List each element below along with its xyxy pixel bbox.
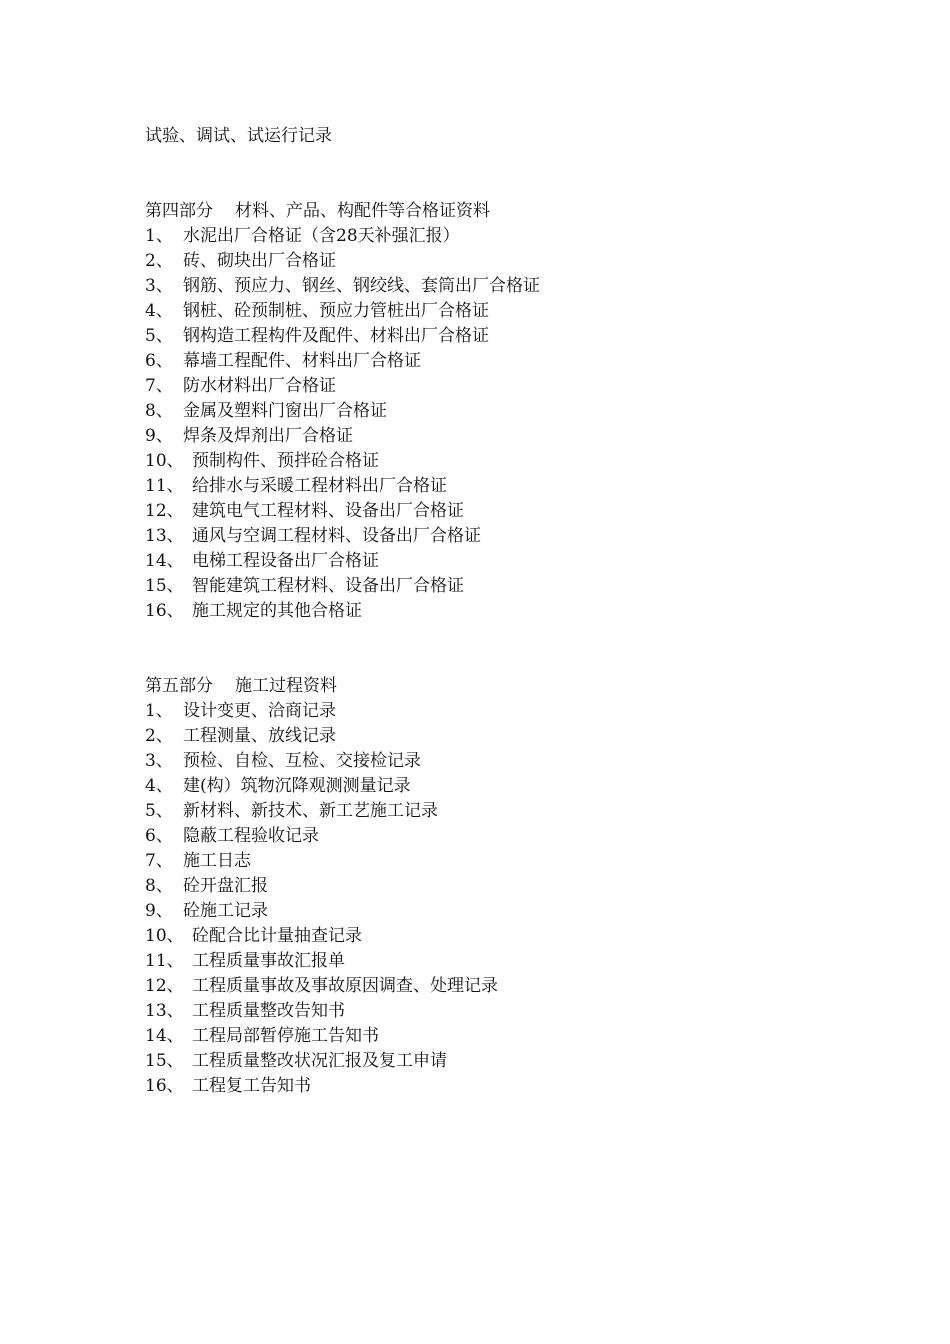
item-text: 焊条及焊剂出厂合格证 [183,426,353,446]
list-item [145,299,540,324]
list-item [145,999,540,1024]
item-number: 12、 [145,501,184,521]
list-item [145,699,540,724]
item-number: 15、 [145,576,184,596]
item-number: 1、 [145,701,173,721]
list-item [145,274,540,299]
item-number: 10、 [145,451,184,471]
item-text: 设计变更、洽商记录 [183,701,336,721]
item-text: 预制构件、预拌砼合格证 [192,451,379,471]
section4-title: 材料、产品、构配件等合格证资料 [235,201,490,221]
item-number: 11、 [145,951,184,971]
item-text: 钢构造工程构件及配件、材料出厂合格证 [183,326,489,346]
item-text: 建(构）筑物沉降观测测量记录 [183,776,411,796]
list-item [145,874,540,899]
item-number: 1、 [145,226,173,246]
list-item [145,574,540,599]
section4-part: 第四部分 [145,201,213,221]
item-text: 隐蔽工程验收记录 [183,826,319,846]
item-text: 建筑电气工程材料、设备出厂合格证 [192,501,464,521]
list-item [145,949,540,974]
section5-list [145,699,540,1099]
item-number: 8、 [145,876,173,896]
list-item [145,324,540,349]
item-text: 工程质量事故汇报单 [192,951,345,971]
item-number: 9、 [145,426,173,446]
item-number: 12、 [145,976,184,996]
item-number: 4、 [145,776,173,796]
item-number: 2、 [145,726,173,746]
list-item [145,924,540,949]
spacer [145,149,540,199]
item-number: 5、 [145,801,173,821]
list-item [145,974,540,999]
list-item [145,1049,540,1074]
item-text: 工程质量整改状况汇报及复工申请 [192,1051,447,1071]
item-number: 16、 [145,1076,184,1096]
item-text: 工程质量事故及事故原因调查、处理记录 [192,976,498,996]
list-item [145,249,540,274]
list-item [145,899,540,924]
item-number: 13、 [145,1001,184,1021]
item-text: 工程局部暂停施工告知书 [192,1026,379,1046]
item-text: 水泥出厂合格证（含28天补强汇报） [183,226,460,246]
list-item [145,749,540,774]
section5-heading [145,674,540,699]
document-body [145,124,540,1099]
item-text: 智能建筑工程材料、设备出厂合格证 [192,576,464,596]
list-item [145,774,540,799]
item-number: 6、 [145,351,173,371]
item-number: 6、 [145,826,173,846]
item-number: 7、 [145,376,173,396]
item-number: 9、 [145,901,173,921]
item-text: 砼开盘汇报 [183,876,268,896]
item-number: 13、 [145,526,184,546]
item-text: 防水材料出厂合格证 [183,376,336,396]
section5-part: 第五部分 [145,676,213,696]
list-item [145,499,540,524]
item-text: 给排水与采暖工程材料出厂合格证 [192,476,447,496]
list-item [145,449,540,474]
item-text: 电梯工程设备出厂合格证 [192,551,379,571]
top-line: 试验、调试、试运行记录 [145,126,332,146]
list-item [145,424,540,449]
item-number: 2、 [145,251,173,271]
item-number: 4、 [145,301,173,321]
list-item [145,524,540,549]
section4-list [145,224,540,624]
list-item [145,599,540,624]
item-number: 8、 [145,401,173,421]
list-item [145,799,540,824]
item-text: 钢筋、预应力、钢丝、钢绞线、套筒出厂合格证 [183,276,540,296]
item-text: 幕墙工程配件、材料出厂合格证 [183,351,421,371]
item-text: 工程质量整改告知书 [192,1001,345,1021]
list-item [145,724,540,749]
item-text: 砼配合比计量抽查记录 [192,926,362,946]
item-text: 钢桩、砼预制桩、预应力管桩出厂合格证 [183,301,489,321]
item-text: 通风与空调工程材料、设备出厂合格证 [192,526,481,546]
list-item [145,474,540,499]
item-number: 14、 [145,1026,184,1046]
item-text: 施工日志 [183,851,251,871]
item-number: 5、 [145,326,173,346]
list-item [145,824,540,849]
list-item [145,549,540,574]
section5-title: 施工过程资料 [235,676,337,696]
item-number: 16、 [145,601,184,621]
spacer [145,624,540,674]
list-item [145,849,540,874]
item-text: 砖、砌块出厂合格证 [183,251,336,271]
item-number: 15、 [145,1051,184,1071]
item-number: 10、 [145,926,184,946]
item-text: 新材料、新技术、新工艺施工记录 [183,801,438,821]
list-item [145,349,540,374]
list-item [145,399,540,424]
item-text: 砼施工记录 [183,901,268,921]
item-number: 3、 [145,751,173,771]
item-text: 施工规定的其他合格证 [192,601,362,621]
item-text: 工程复工告知书 [192,1076,311,1096]
item-number: 7、 [145,851,173,871]
item-number: 3、 [145,276,173,296]
item-number: 11、 [145,476,184,496]
list-item [145,1074,540,1099]
item-text: 金属及塑料门窗出厂合格证 [183,401,387,421]
list-item [145,224,540,249]
item-text: 预检、自检、互检、交接检记录 [183,751,421,771]
list-item [145,374,540,399]
list-item [145,1024,540,1049]
section4-heading [145,199,540,224]
item-number: 14、 [145,551,184,571]
item-text: 工程测量、放线记录 [183,726,336,746]
